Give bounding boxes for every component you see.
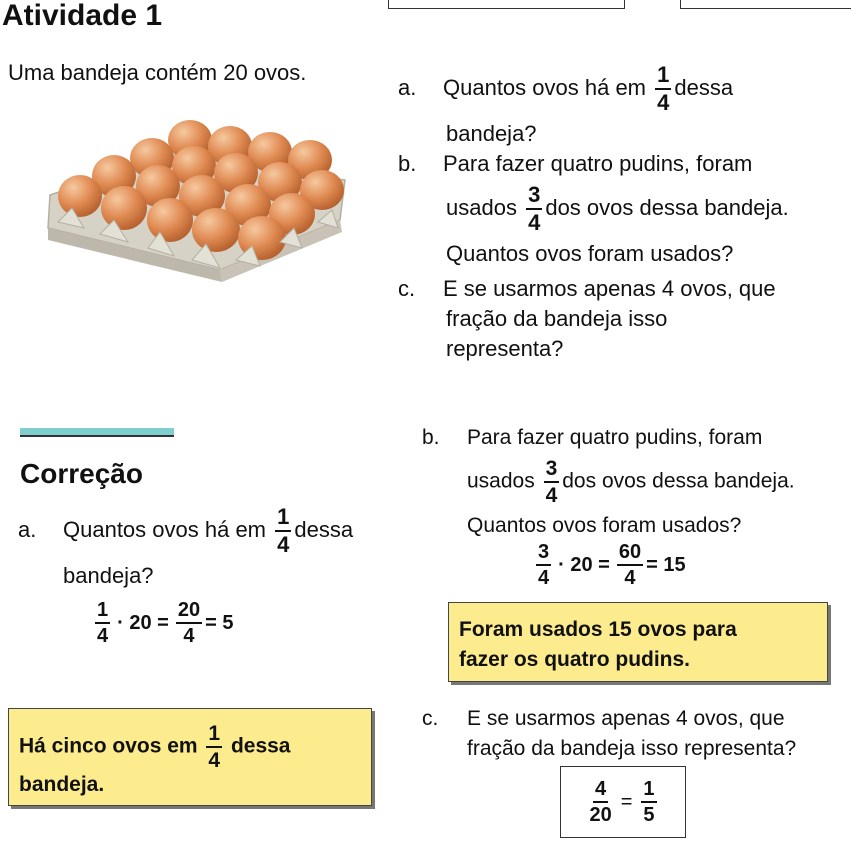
answer-box-b: Foram usados 15 ovos para fazer os quatro pudins. xyxy=(448,602,828,682)
correction-c-calculation-box: $\frac{4}{20}$ = $\frac{1}{5}$ xyxy=(560,766,686,838)
fraction: $\frac{1}{4}$ xyxy=(208,722,221,772)
fraction: $\frac{1}{4}$ xyxy=(277,504,290,557)
fraction: $\frac{3}{4}$ xyxy=(528,182,541,235)
answer-box-a: Há cinco ovos em $\frac{1}{4}$ dessa bandeja. xyxy=(8,708,372,806)
question-a: a. Quantos ovos há em $\frac{1}{4}$ dessa bandeja? xyxy=(398,62,734,146)
fraction: $\frac{1}{4}$ xyxy=(657,62,670,115)
fraction: $\frac{3}{4}$ xyxy=(545,457,558,507)
question-c: c. E se usarmos apenas 4 ovos, que fração da bandeja isso representa? xyxy=(398,276,776,361)
section-divider xyxy=(20,428,174,437)
top-partial-box-left xyxy=(388,0,625,9)
correction-question-b: b. Para fazer quatro pudins, foram usados $\frac{3}{4}$ dos ovos dessa bandeja. Quantos ovos foram usados? xyxy=(422,426,795,537)
fraction: $\frac{20}{4}$ xyxy=(177,599,201,647)
question-b: b. Para fazer quatro pudins, foram usados $\frac{3}{4}$ dos ovos dessa bandeja. Quantos ovos foram usados? xyxy=(398,151,789,266)
fraction: $\frac{1}{5}$ xyxy=(643,778,655,826)
correction-question-a: a. Quantos ovos há em $\frac{1}{4}$ dessa bandeja? xyxy=(18,504,354,588)
fraction: $\frac{4}{20}$ xyxy=(589,778,612,826)
correction-question-c: c. E se usarmos apenas 4 ovos, que fração da bandeja isso representa? xyxy=(422,707,797,760)
fraction: $\frac{3}{4}$ xyxy=(538,541,550,589)
top-partial-box-right xyxy=(680,0,851,9)
correction-heading: Correção xyxy=(20,458,143,489)
page-title: Atividade 1 xyxy=(2,0,163,32)
intro-text: Uma bandeja contém 20 ovos. xyxy=(8,60,307,85)
fraction: $\frac{1}{4}$ xyxy=(97,599,109,647)
fraction: $\frac{60}{4}$ xyxy=(618,541,642,589)
correction-a-calculation: $\frac{1}{4}$ · 20 = $\frac{20}{4}$ = 5 xyxy=(97,599,234,647)
egg-tray-image xyxy=(40,110,360,285)
correction-b-calculation: $\frac{3}{4}$ · 20 = $\frac{60}{4}$ = 15 xyxy=(538,541,686,589)
